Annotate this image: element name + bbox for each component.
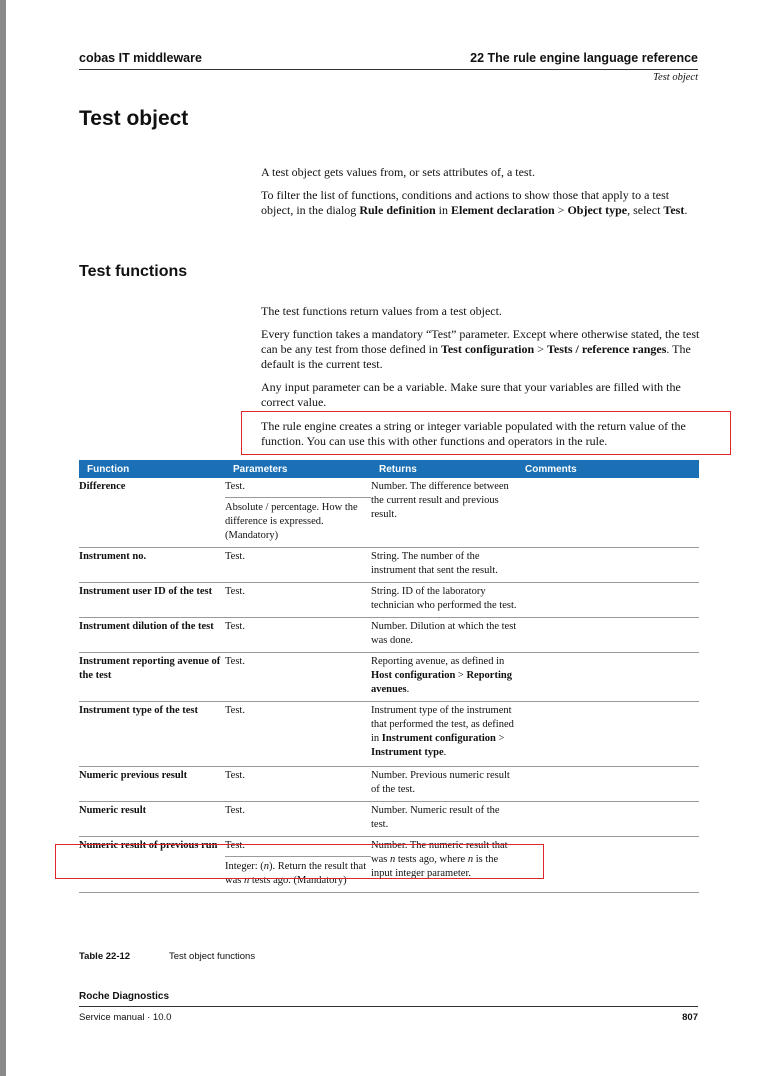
comments-cell (517, 548, 699, 583)
comments-cell (517, 618, 699, 653)
function-cell: Difference (79, 478, 225, 548)
highlight-box-row (55, 844, 544, 879)
table-caption-number: Table 22-12 (79, 951, 131, 962)
returns-cell: Number. The difference between the current result and previous result. (371, 478, 517, 548)
parameters-cell: Test. (225, 618, 371, 653)
footer-rule (79, 1006, 698, 1007)
returns-cell: Number. The numeric result that was n tests ago, where n is the input integer parameter. (371, 837, 517, 893)
table-row (79, 653, 699, 702)
table-row (79, 702, 699, 767)
parameters-cell: Test. (225, 548, 371, 583)
parameter-1: Test. (225, 840, 245, 851)
functions-table (79, 460, 699, 893)
column-header-parameters: Parameters (225, 460, 371, 478)
table-header-row (79, 460, 699, 478)
parameters-cell: Test. (225, 702, 371, 767)
comments-cell (517, 837, 699, 893)
column-header-comments: Comments (517, 460, 699, 478)
function-cell: Instrument reporting avenue of the test (79, 653, 225, 702)
returns-cell: Number. Previous numeric result of the test. (371, 767, 517, 802)
comments-cell (517, 802, 699, 837)
footer-manual: Service manual · 10.0 (79, 1012, 172, 1023)
table-row (79, 767, 699, 802)
parameters-cell: Test. (225, 767, 371, 802)
returns-cell: String. The number of the instrument that sent the result. (371, 548, 517, 583)
column-header-returns: Returns (371, 460, 517, 478)
function-cell: Instrument dilution of the test (79, 618, 225, 653)
intro-paragraph-1: A test object gets values from, or sets attributes of, a test. (261, 165, 535, 179)
parameters-cell: Test. (225, 802, 371, 837)
parameters-cell: Test. (225, 653, 371, 702)
table-row (79, 583, 699, 618)
returns-cell: Reporting avenue, as defined in Host configuration > Reporting avenues. (371, 653, 517, 702)
section-title: Test functions (79, 263, 188, 280)
running-header-left: cobas IT middleware (79, 51, 202, 65)
section-paragraph-1: The test functions return values from a test object. (261, 304, 502, 318)
page-title: Test object (79, 107, 189, 130)
section-paragraph-2: Every function takes a mandatory “Test” parameter. Except where otherwise stated, the test can be any test from those defined in Test configuration > Tests / reference ranges. The default is the current test. (261, 327, 700, 371)
comments-cell (517, 653, 699, 702)
section-paragraph-3: Any input parameter can be a variable. Make sure that your variables are filled with the correct value. (261, 380, 681, 409)
table-row (79, 548, 699, 583)
returns-cell: Number. Numeric result of the test. (371, 802, 517, 837)
highlight-box-paragraph (241, 411, 731, 455)
parameter-2: Absolute / percentage. How the difference is expressed. (Mandatory) (225, 497, 371, 547)
parameter-1: Test. (225, 481, 245, 492)
returns-cell: String. ID of the laboratory technician who performed the test. (371, 583, 517, 618)
parameters-cell: Test. (225, 583, 371, 618)
function-cell: Instrument user ID of the test (79, 583, 225, 618)
parameter-2: Integer: (n). Return the result that was n tests ago. (Mandatory) (225, 856, 371, 892)
page-number: 807 (682, 1012, 698, 1023)
returns-cell: Number. Dilution at which the test was done. (371, 618, 517, 653)
comments-cell (517, 583, 699, 618)
comments-cell (517, 702, 699, 767)
returns-cell: Instrument type of the instrument that performed the test, as defined in Instrument configuration > Instrument type. (371, 702, 517, 767)
intro-paragraph-2: To filter the list of functions, conditions and actions to show those that apply to a test object, in the dialog Rule definition in Element declaration > Object type, select Test. (261, 188, 688, 217)
column-header-function: Function (79, 460, 225, 478)
function-cell: Instrument type of the test (79, 702, 225, 767)
parameters-cell (225, 478, 371, 548)
function-cell: Numeric result (79, 802, 225, 837)
table-caption-text: Test object functions (169, 951, 256, 962)
function-cell: Numeric result of previous run (79, 837, 225, 893)
section-paragraph-4: The rule engine creates a string or integer variable populated with the return value of the function. You can use this with other functions and operators in the rule. (261, 419, 686, 448)
table-row (79, 618, 699, 653)
function-cell: Numeric previous result (79, 767, 225, 802)
page-edge-bar (0, 0, 6, 1076)
comments-cell (517, 478, 699, 548)
function-cell: Instrument no. (79, 548, 225, 583)
running-header-right: 22 The rule engine language reference (470, 51, 698, 65)
comments-cell (517, 767, 699, 802)
footer-company: Roche Diagnostics (79, 991, 170, 1002)
header-rule (79, 69, 698, 70)
running-header-sub: Test object (653, 72, 698, 83)
table-row (79, 802, 699, 837)
table-row (79, 478, 699, 548)
